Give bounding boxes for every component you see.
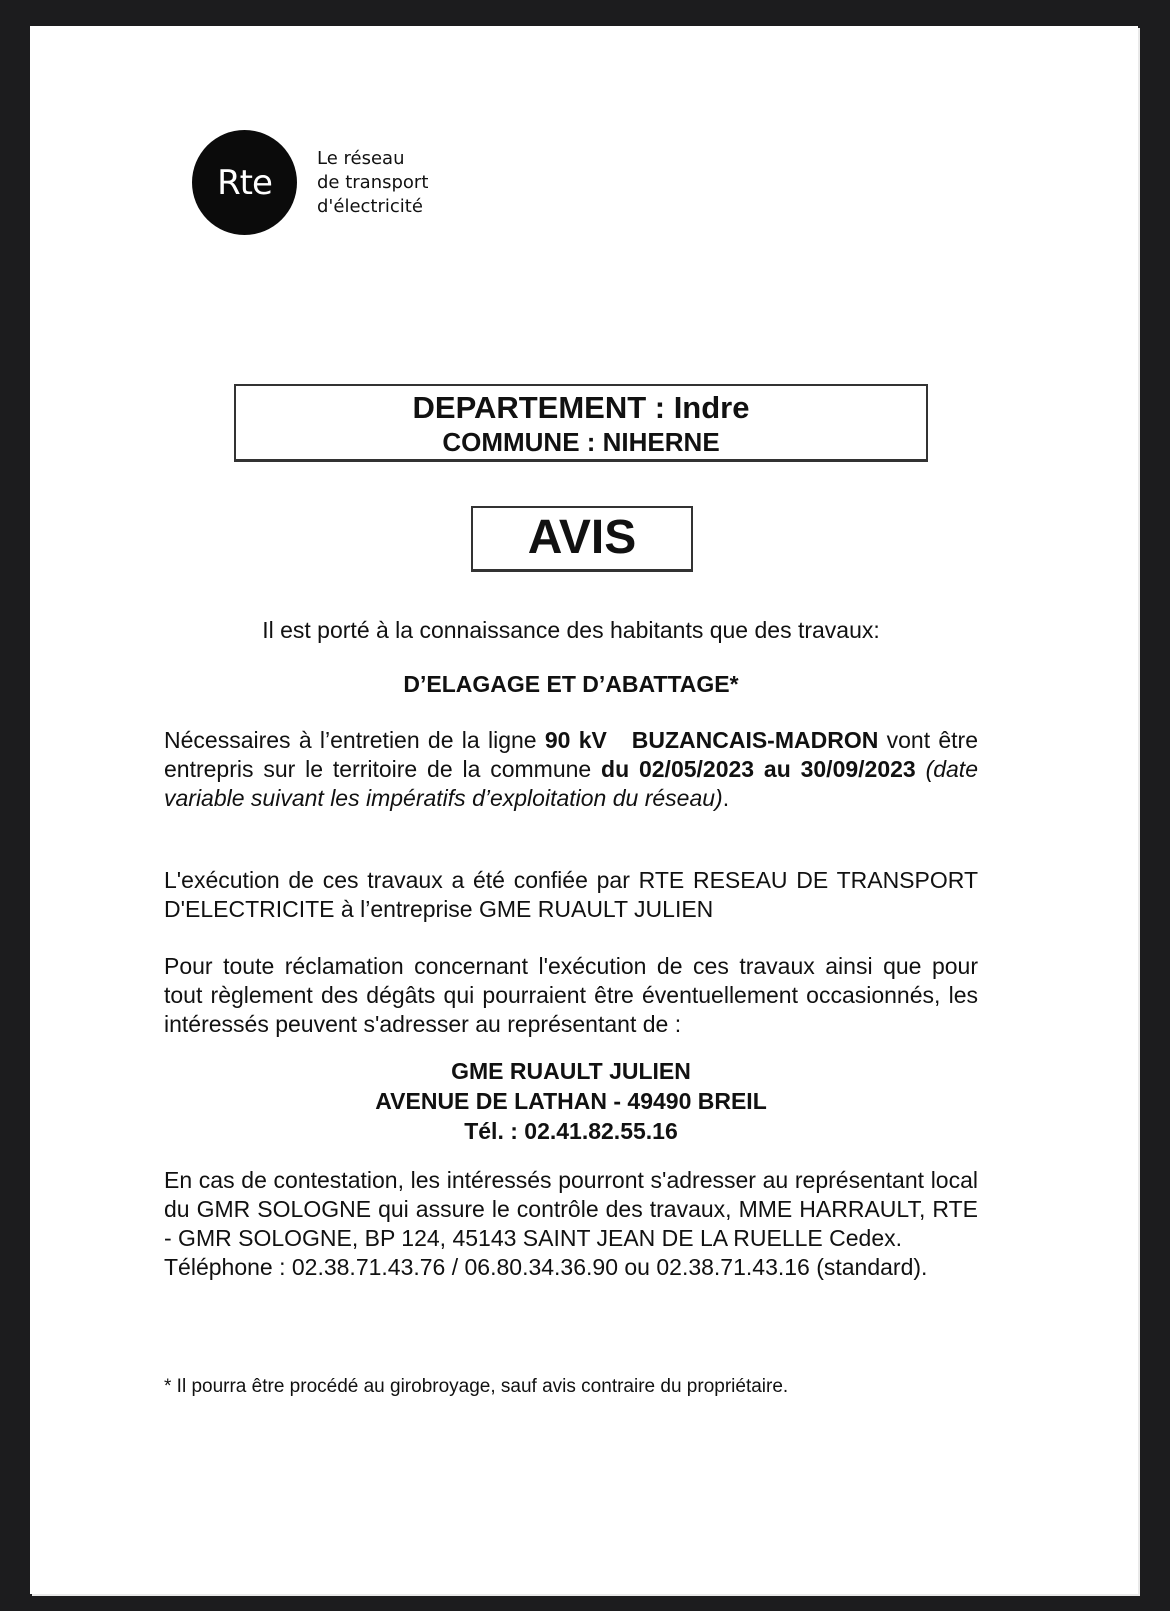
logo-tagline-line: de transport bbox=[317, 171, 429, 193]
commune-heading: COMMUNE : NIHERNE bbox=[442, 427, 720, 457]
contractor-phone: Tél. : 02.41.82.55.16 bbox=[464, 1118, 678, 1144]
contractor-assignment-paragraph: L'exécution de ces travaux a été confiée par RTE RESEAU DE TRANSPORT D'ELECTRICITE à l’entreprise GME RUAULT JULIEN bbox=[164, 867, 978, 922]
works-date-range: du 02/05/2023 au 30/09/2023 bbox=[601, 756, 916, 782]
notice-title: AVIS bbox=[471, 506, 693, 572]
footnote: * Il pourra être procédé au girobroyage, sauf avis contraire du propriétaire. bbox=[164, 1376, 789, 1397]
line-name: BUZANCAIS-MADRON bbox=[631, 727, 879, 753]
contractor-contact bbox=[164, 1056, 978, 1146]
contractor-name: GME RUAULT JULIEN bbox=[451, 1058, 691, 1084]
p1-end: . bbox=[722, 785, 730, 811]
dispute-paragraph bbox=[164, 1166, 978, 1282]
rte-logo bbox=[192, 130, 428, 235]
works-description-paragraph bbox=[164, 726, 978, 813]
dispute-phone-line: Téléphone : 02.38.71.43.76 / 06.80.34.36.90 ou 02.38.71.43.16 (standard). bbox=[164, 1254, 928, 1280]
departement-heading: DEPARTEMENT : Indre bbox=[412, 390, 750, 425]
logo-tagline-line: d'électricité bbox=[317, 195, 423, 217]
rte-logo-icon bbox=[192, 130, 297, 235]
location-header-box bbox=[234, 384, 928, 462]
logo-tagline bbox=[317, 147, 428, 219]
intro-text: Il est porté à la connaissance des habitants que des travaux: bbox=[262, 617, 880, 643]
document-page bbox=[30, 26, 1138, 1594]
logo-tagline-line: Le réseau bbox=[317, 147, 405, 169]
line-voltage: 90 kV bbox=[544, 727, 607, 753]
works-subject: D’ELAGAGE ET D’ABATTAGE* bbox=[403, 671, 739, 697]
claims-paragraph: Pour toute réclamation concernant l'exécution de ces travaux ainsi que pour tout règlement des dégâts qui pourraient être éventuellement occasionnés, les intéressés peuvent s'adresser au représentant de : bbox=[164, 953, 978, 1037]
logo-mark-text: Rte bbox=[217, 162, 272, 203]
p1-text: vont être entrepris sur le territoire de la commune bbox=[164, 727, 979, 782]
dispute-text: En cas de contestation, les intéressés pourront s'adresser au représentant local du GMR SOLOGNE qui assure le contrôle des travaux, MME HARRAULT, RTE - GMR SOLOGNE, BP 124, 45143 SAINT JEAN DE LA RUELLE Cedex. bbox=[164, 1167, 978, 1251]
contractor-address: AVENUE DE LATHAN - 49490 BREIL bbox=[375, 1088, 767, 1114]
date-note: (date variable suivant les impératifs d’exploitation du réseau) bbox=[164, 756, 978, 811]
p1-text: Nécessaires à l’entretien de la ligne bbox=[164, 727, 545, 753]
